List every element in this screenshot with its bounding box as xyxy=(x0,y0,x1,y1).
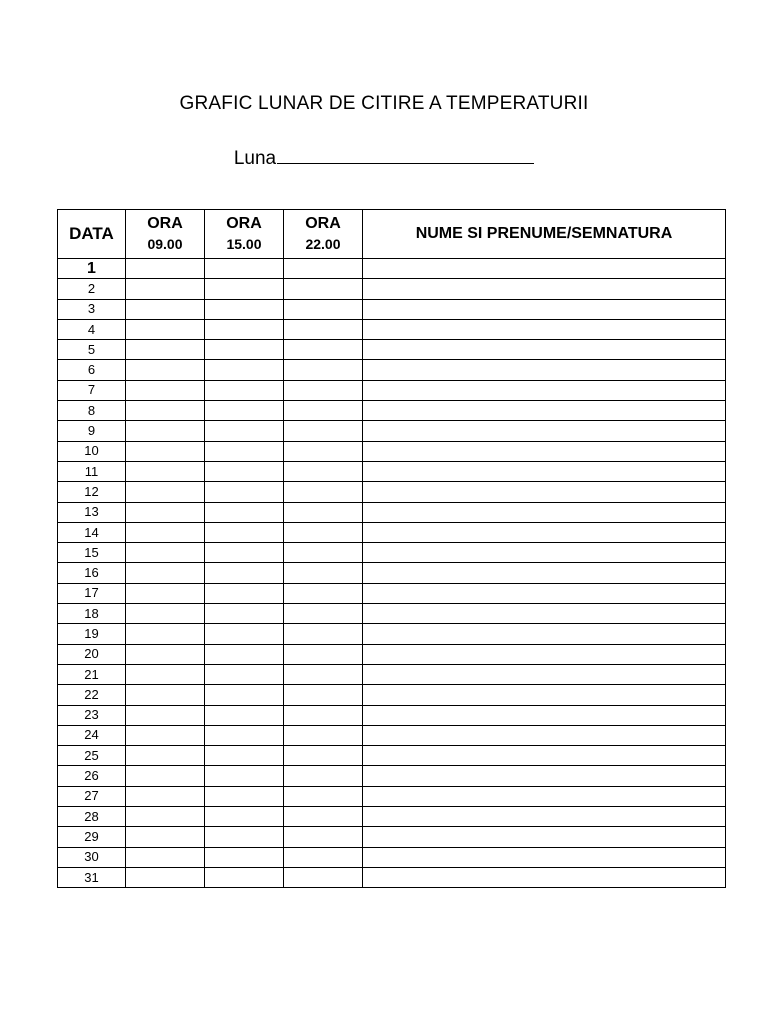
day-number: 12 xyxy=(58,482,126,502)
name-signature-cell[interactable] xyxy=(363,644,726,664)
reading-1500-cell[interactable] xyxy=(205,380,284,400)
reading-2200-cell[interactable] xyxy=(284,259,363,279)
reading-0900-cell[interactable] xyxy=(126,725,205,745)
reading-1500-cell[interactable] xyxy=(205,421,284,441)
reading-0900-cell[interactable] xyxy=(126,807,205,827)
reading-1500-cell[interactable] xyxy=(205,461,284,481)
day-number: 29 xyxy=(58,827,126,847)
name-signature-cell[interactable] xyxy=(363,664,726,684)
reading-0900-cell[interactable] xyxy=(126,319,205,339)
day-number: 30 xyxy=(58,847,126,867)
name-signature-cell[interactable] xyxy=(363,685,726,705)
reading-1500-cell[interactable] xyxy=(205,827,284,847)
reading-1500-cell[interactable] xyxy=(205,502,284,522)
reading-0900-cell[interactable] xyxy=(126,441,205,461)
table-row xyxy=(58,441,726,461)
header-time-2 xyxy=(205,210,284,259)
reading-2200-cell[interactable] xyxy=(284,847,363,867)
reading-0900-cell[interactable] xyxy=(126,279,205,299)
document-title: GRAFIC LUNAR DE CITIRE A TEMPERATURII xyxy=(179,93,589,114)
table-row xyxy=(58,259,726,279)
day-number: 1 xyxy=(58,259,126,279)
reading-0900-cell[interactable] xyxy=(126,664,205,684)
name-signature-cell[interactable] xyxy=(363,766,726,786)
reading-0900-cell[interactable] xyxy=(126,746,205,766)
reading-0900-cell[interactable] xyxy=(126,482,205,502)
reading-1500-cell[interactable] xyxy=(205,543,284,563)
reading-0900-cell[interactable] xyxy=(126,360,205,380)
reading-1500-cell[interactable] xyxy=(205,563,284,583)
header-time-1 xyxy=(126,210,205,259)
reading-1500-cell[interactable] xyxy=(205,482,284,502)
reading-0900-cell[interactable] xyxy=(126,604,205,624)
name-signature-cell[interactable] xyxy=(363,380,726,400)
name-signature-cell[interactable] xyxy=(363,705,726,725)
table-row xyxy=(58,725,726,745)
name-signature-cell[interactable] xyxy=(363,604,726,624)
table-row xyxy=(58,319,726,339)
temperature-log-table xyxy=(57,209,726,888)
reading-2200-cell[interactable] xyxy=(284,644,363,664)
reading-2200-cell[interactable] xyxy=(284,624,363,644)
reading-2200-cell[interactable] xyxy=(284,319,363,339)
name-signature-cell[interactable] xyxy=(363,786,726,806)
reading-0900-cell[interactable] xyxy=(126,685,205,705)
name-signature-cell[interactable] xyxy=(363,279,726,299)
table-row xyxy=(58,786,726,806)
day-number: 7 xyxy=(58,380,126,400)
reading-1500-cell[interactable] xyxy=(205,604,284,624)
reading-1500-cell[interactable] xyxy=(205,867,284,887)
table-row xyxy=(58,583,726,603)
reading-0900-cell[interactable] xyxy=(126,502,205,522)
reading-0900-cell[interactable] xyxy=(126,401,205,421)
table-row xyxy=(58,279,726,299)
table-row xyxy=(58,746,726,766)
table-row xyxy=(58,522,726,542)
reading-2200-cell[interactable] xyxy=(284,360,363,380)
reading-2200-cell[interactable] xyxy=(284,664,363,684)
reading-0900-cell[interactable] xyxy=(126,827,205,847)
name-signature-cell[interactable] xyxy=(363,583,726,603)
reading-0900-cell[interactable] xyxy=(126,380,205,400)
reading-1500-cell[interactable] xyxy=(205,279,284,299)
name-signature-cell[interactable] xyxy=(363,340,726,360)
table-row xyxy=(58,766,726,786)
table-row xyxy=(58,807,726,827)
day-number: 10 xyxy=(58,441,126,461)
day-number: 22 xyxy=(58,685,126,705)
table-row xyxy=(58,502,726,522)
reading-2200-cell[interactable] xyxy=(284,725,363,745)
day-number: 28 xyxy=(58,807,126,827)
header-time-1-label: ORA xyxy=(147,215,183,232)
table-body xyxy=(58,259,726,888)
day-number: 18 xyxy=(58,604,126,624)
reading-1500-cell[interactable] xyxy=(205,786,284,806)
name-signature-cell[interactable] xyxy=(363,482,726,502)
reading-1500-cell[interactable] xyxy=(205,340,284,360)
day-number: 15 xyxy=(58,543,126,563)
reading-1500-cell[interactable] xyxy=(205,319,284,339)
name-signature-cell[interactable] xyxy=(363,259,726,279)
reading-2200-cell[interactable] xyxy=(284,421,363,441)
day-number: 4 xyxy=(58,319,126,339)
reading-2200-cell[interactable] xyxy=(284,340,363,360)
reading-0900-cell[interactable] xyxy=(126,461,205,481)
reading-1500-cell[interactable] xyxy=(205,746,284,766)
reading-2200-cell[interactable] xyxy=(284,705,363,725)
reading-0900-cell[interactable] xyxy=(126,340,205,360)
reading-2200-cell[interactable] xyxy=(284,685,363,705)
day-number: 25 xyxy=(58,746,126,766)
table-row xyxy=(58,461,726,481)
reading-0900-cell[interactable] xyxy=(126,522,205,542)
table-row xyxy=(58,340,726,360)
reading-0900-cell[interactable] xyxy=(126,624,205,644)
reading-1500-cell[interactable] xyxy=(205,685,284,705)
reading-2200-cell[interactable] xyxy=(284,299,363,319)
reading-2200-cell[interactable] xyxy=(284,401,363,421)
reading-2200-cell[interactable] xyxy=(284,461,363,481)
reading-0900-cell[interactable] xyxy=(126,847,205,867)
day-number: 27 xyxy=(58,786,126,806)
reading-1500-cell[interactable] xyxy=(205,725,284,745)
day-number: 16 xyxy=(58,563,126,583)
table-row xyxy=(58,604,726,624)
header-time-2-label: ORA xyxy=(226,215,262,232)
reading-2200-cell[interactable] xyxy=(284,807,363,827)
name-signature-cell[interactable] xyxy=(363,827,726,847)
table-row xyxy=(58,664,726,684)
reading-1500-cell[interactable] xyxy=(205,522,284,542)
reading-1500-cell[interactable] xyxy=(205,259,284,279)
month-blank-line[interactable] xyxy=(277,145,534,164)
name-signature-cell[interactable] xyxy=(363,401,726,421)
name-signature-cell[interactable] xyxy=(363,461,726,481)
table-row xyxy=(58,563,726,583)
table-row xyxy=(58,421,726,441)
day-number: 11 xyxy=(58,461,126,481)
reading-2200-cell[interactable] xyxy=(284,583,363,603)
reading-2200-cell[interactable] xyxy=(284,604,363,624)
name-signature-cell[interactable] xyxy=(363,867,726,887)
reading-2200-cell[interactable] xyxy=(284,827,363,847)
table-row xyxy=(58,360,726,380)
reading-2200-cell[interactable] xyxy=(284,867,363,887)
day-number: 19 xyxy=(58,624,126,644)
day-number: 13 xyxy=(58,502,126,522)
reading-0900-cell[interactable] xyxy=(126,543,205,563)
reading-1500-cell[interactable] xyxy=(205,299,284,319)
reading-2200-cell[interactable] xyxy=(284,543,363,563)
reading-1500-cell[interactable] xyxy=(205,401,284,421)
name-signature-cell[interactable] xyxy=(363,502,726,522)
reading-2200-cell[interactable] xyxy=(284,766,363,786)
reading-1500-cell[interactable] xyxy=(205,583,284,603)
month-label: Luna xyxy=(233,148,277,169)
reading-0900-cell[interactable] xyxy=(126,259,205,279)
table-row xyxy=(58,847,726,867)
reading-1500-cell[interactable] xyxy=(205,766,284,786)
day-number: 6 xyxy=(58,360,126,380)
reading-0900-cell[interactable] xyxy=(126,421,205,441)
table-row xyxy=(58,543,726,563)
table-row xyxy=(58,380,726,400)
reading-0900-cell[interactable] xyxy=(126,583,205,603)
day-number: 24 xyxy=(58,725,126,745)
reading-2200-cell[interactable] xyxy=(284,746,363,766)
name-signature-cell[interactable] xyxy=(363,847,726,867)
name-signature-cell[interactable] xyxy=(363,299,726,319)
name-signature-cell[interactable] xyxy=(363,421,726,441)
reading-1500-cell[interactable] xyxy=(205,441,284,461)
reading-2200-cell[interactable] xyxy=(284,441,363,461)
table-row xyxy=(58,685,726,705)
table-row xyxy=(58,867,726,887)
table-row xyxy=(58,827,726,847)
header-name-signature: NUME SI PRENUME/SEMNATURA xyxy=(363,210,726,259)
day-number: 23 xyxy=(58,705,126,725)
day-number: 14 xyxy=(58,522,126,542)
reading-2200-cell[interactable] xyxy=(284,380,363,400)
reading-2200-cell[interactable] xyxy=(284,522,363,542)
name-signature-cell[interactable] xyxy=(363,441,726,461)
header-time-3-label: ORA xyxy=(305,215,341,232)
table-row xyxy=(58,299,726,319)
reading-1500-cell[interactable] xyxy=(205,360,284,380)
name-signature-cell[interactable] xyxy=(363,543,726,563)
table-row xyxy=(58,644,726,664)
name-signature-cell[interactable] xyxy=(363,563,726,583)
day-number: 21 xyxy=(58,664,126,684)
name-signature-cell[interactable] xyxy=(363,746,726,766)
table-row xyxy=(58,482,726,502)
reading-2200-cell[interactable] xyxy=(284,279,363,299)
reading-0900-cell[interactable] xyxy=(126,705,205,725)
reading-0900-cell[interactable] xyxy=(126,299,205,319)
table-header-row xyxy=(58,210,726,259)
day-number: 2 xyxy=(58,279,126,299)
reading-0900-cell[interactable] xyxy=(126,563,205,583)
table-row xyxy=(58,624,726,644)
reading-0900-cell[interactable] xyxy=(126,867,205,887)
reading-2200-cell[interactable] xyxy=(284,786,363,806)
reading-2200-cell[interactable] xyxy=(284,563,363,583)
name-signature-cell[interactable] xyxy=(363,807,726,827)
reading-0900-cell[interactable] xyxy=(126,644,205,664)
name-signature-cell[interactable] xyxy=(363,360,726,380)
name-signature-cell[interactable] xyxy=(363,624,726,644)
table-row xyxy=(58,401,726,421)
header-time-3-value: 22.00 xyxy=(305,236,341,252)
day-number: 20 xyxy=(58,644,126,664)
day-number: 26 xyxy=(58,766,126,786)
name-signature-cell[interactable] xyxy=(363,522,726,542)
day-number: 5 xyxy=(58,340,126,360)
header-time-3 xyxy=(284,210,363,259)
reading-1500-cell[interactable] xyxy=(205,624,284,644)
day-number: 8 xyxy=(58,401,126,421)
day-number: 17 xyxy=(58,583,126,603)
reading-2200-cell[interactable] xyxy=(284,502,363,522)
reading-0900-cell[interactable] xyxy=(126,786,205,806)
day-number: 3 xyxy=(58,299,126,319)
name-signature-cell[interactable] xyxy=(363,319,726,339)
day-number: 31 xyxy=(58,867,126,887)
header-time-1-value: 09.00 xyxy=(147,236,183,252)
reading-1500-cell[interactable] xyxy=(205,807,284,827)
month-field xyxy=(0,145,768,170)
reading-1500-cell[interactable] xyxy=(205,644,284,664)
reading-1500-cell[interactable] xyxy=(205,847,284,867)
reading-1500-cell[interactable] xyxy=(205,664,284,684)
table-row xyxy=(58,705,726,725)
reading-2200-cell[interactable] xyxy=(284,482,363,502)
day-number: 9 xyxy=(58,421,126,441)
reading-0900-cell[interactable] xyxy=(126,766,205,786)
name-signature-cell[interactable] xyxy=(363,725,726,745)
reading-1500-cell[interactable] xyxy=(205,705,284,725)
header-time-2-value: 15.00 xyxy=(226,236,262,252)
header-date: DATA xyxy=(58,210,126,259)
